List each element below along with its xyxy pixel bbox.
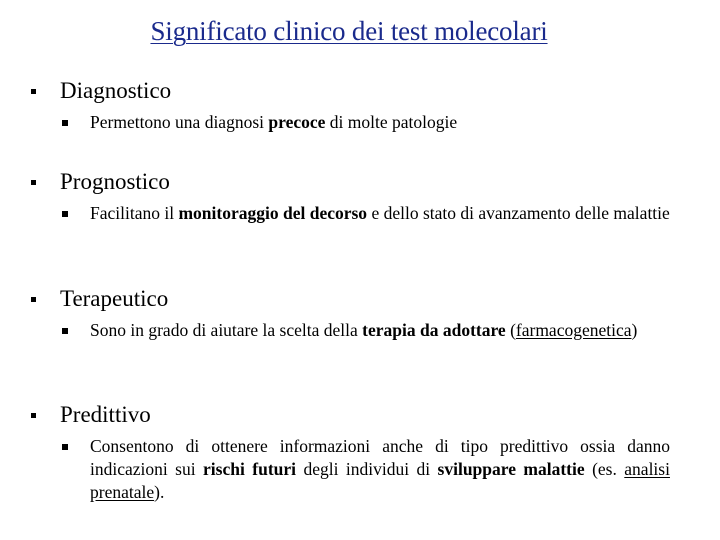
section-predittivo-detail	[62, 435, 670, 504]
section-diagnostico-detail	[62, 111, 670, 134]
square-bullet-icon	[62, 211, 68, 217]
section-prognostico-heading	[31, 168, 170, 196]
underlined-term: analisi prenatale	[90, 459, 670, 502]
heading-label: Terapeutico	[60, 286, 169, 311]
bold-term: terapia da adottare	[362, 320, 506, 340]
section-predittivo-heading	[31, 401, 151, 429]
slide-title: Significato clinico dei test molecolari	[150, 16, 548, 46]
section-terapeutico-detail	[62, 319, 670, 342]
text-run: (	[505, 320, 516, 340]
text-run: degli individui di	[296, 459, 438, 479]
square-bullet-icon	[31, 297, 36, 302]
heading-label: Predittivo	[60, 402, 151, 427]
square-bullet-icon	[62, 120, 68, 126]
heading-label: Diagnostico	[60, 78, 172, 103]
text-run: ).	[154, 482, 165, 502]
section-terapeutico-heading	[31, 285, 168, 313]
square-bullet-icon	[62, 328, 68, 334]
section-prognostico-detail	[62, 202, 670, 225]
detail-text	[90, 111, 670, 134]
bold-term: rischi futuri	[203, 459, 297, 479]
section-diagnostico-heading	[31, 77, 171, 105]
text-run: e dello stato di avanzamento delle malattie	[367, 203, 670, 223]
text-run: Consentono di ottenere informazioni anche di tipo predittivo ossia danno indicazioni sui	[90, 436, 670, 479]
text-run: (es.	[584, 459, 625, 479]
text-run: )	[631, 320, 638, 340]
detail-text	[90, 319, 670, 342]
text-run: Sono in grado di aiutare la scelta della	[90, 320, 363, 340]
detail-text	[90, 202, 670, 225]
square-bullet-icon	[31, 413, 36, 418]
square-bullet-icon	[62, 444, 68, 450]
text-run: Permettono una diagnosi	[90, 112, 269, 132]
square-bullet-icon	[31, 180, 36, 185]
underlined-term: farmacogenetica	[515, 320, 632, 340]
text-run: di molte patologie	[325, 112, 458, 132]
detail-text	[90, 435, 670, 504]
bold-term: monitoraggio del decorso	[178, 203, 368, 223]
heading-label: Prognostico	[60, 169, 170, 194]
square-bullet-icon	[31, 89, 36, 94]
text-run: Facilitano il	[90, 203, 179, 223]
bold-term: precoce	[268, 112, 326, 132]
bold-term: sviluppare malattie	[437, 459, 585, 479]
